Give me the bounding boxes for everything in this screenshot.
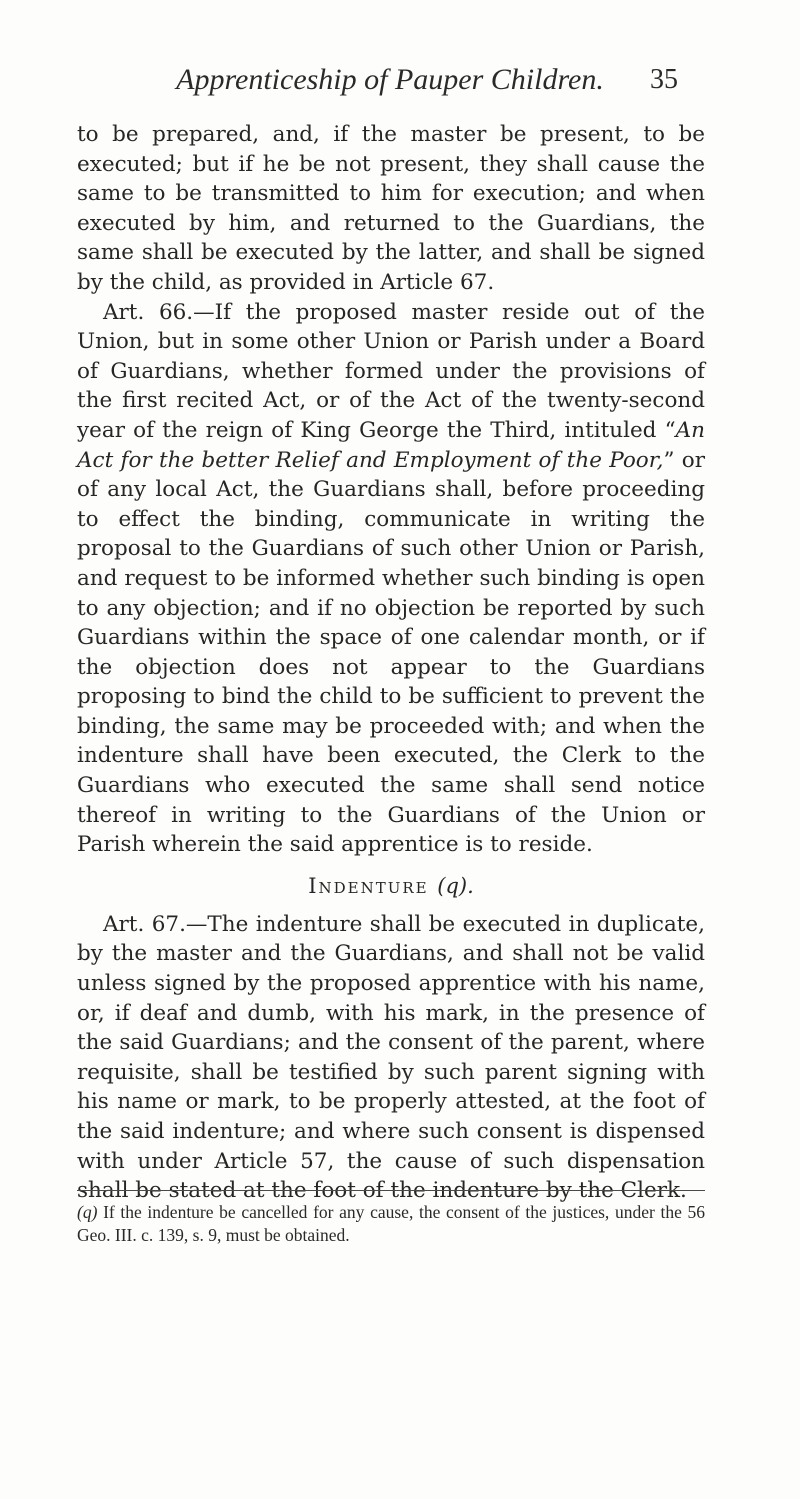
page-number: 35: [650, 64, 678, 95]
act-title: An Act for the better Relief and Employment of the Poor,: [77, 417, 705, 473]
article-67-text: —The indenture shall be executed in duplicate, by the master and the Guardians, and shall not be valid unless signed by the proposed apprentice with his name, or, if deaf and dumb, with his mark, in the presence of the said Guardians; and the consent of the parent, where requisite, shall be testified by such parent signing with his name or mark, to be properly attested, at the foot of the said indenture; and where such consent is dispensed with under Article 57, the cause of such dispensation shall be stated at the foot of the indenture by the Clerk.: [77, 911, 705, 1204]
paragraph-continuation: to be prepared, and, if the master be present, to be executed; but if he be not present, they shall cause the same to be transmitted to him for execution; and when executed by him, and returned to the Guardians, the same shall be executed by the latter, and shall be signed by the child, as provided in Article 67.: [77, 122, 705, 295]
main-text: [77, 120, 705, 1206]
section-heading: [77, 872, 705, 900]
footnote: [77, 1201, 705, 1247]
paragraph-article-66: [77, 298, 705, 860]
article-67-label: Art. 67.: [103, 911, 186, 937]
running-title: Apprenticeship of Pauper Children.: [176, 63, 604, 96]
footnote-divider: [77, 1190, 705, 1191]
section-heading-text: Indenture: [308, 873, 429, 898]
paragraph-article-67: [77, 910, 705, 1206]
article-66-label: Art. 66.: [103, 299, 194, 325]
footnote-mark: (q): [77, 1202, 98, 1222]
footnote-text: If the indenture be cancelled for any cause, the consent of the justices, under the 56 Geo. III. c. 139, s. 9, must be obtained.: [77, 1202, 706, 1245]
section-heading-ref: (q).: [437, 873, 474, 898]
article-66-text-part2: ” or of any local Act, the Guardians shall, before proceeding to effect the binding, communicate in writing the proposal to the Guardians of such other Union or Parish, and request to be informed whether such binding is open to any objection; and if no objection be reported by such Guardians within the space of one calendar month, or if the objection does not appear to the Guardians proposing to bind the child to be sufficient to prevent the binding, the same may be proceeded with; and when the indenture shall have been executed, the Clerk to the Guardians who executed the same shall send notice thereof in writing to the Guardians of the Union or Parish wherein the said apprentice is to reside.: [77, 447, 705, 858]
running-head: [0, 62, 800, 102]
article-66-text-part1: —If the proposed master reside out of the Union, but in some other Union or Parish under a Board of Guardians, whether formed under the provisions of the first recited Act, or of the Act of the twenty-second year of the reign of King George the Third, intituled “: [77, 299, 705, 443]
